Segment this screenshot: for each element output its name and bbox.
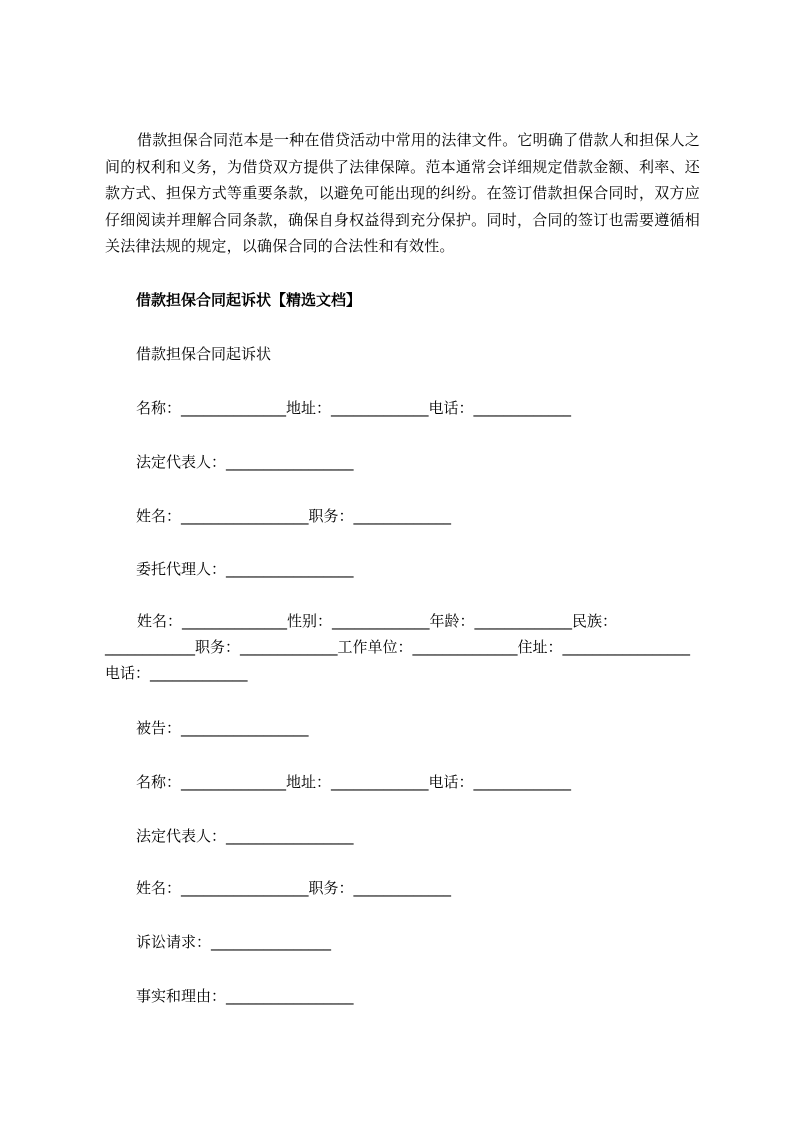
document-title: 借款担保合同起诉状【精选文档】 <box>136 291 362 309</box>
defendant-person-title: 姓名：_________________职务：_____________ <box>136 879 452 897</box>
plaintiff-legal-representative: 法定代表人：_________________ <box>136 453 354 471</box>
litigation-claims: 诉讼请求：________________ <box>136 933 332 951</box>
defendant-label: 被告：_________________ <box>136 719 309 737</box>
agent-details: 姓名：______________性别：_____________年龄：_____________民族：____________职务：_____________工作单位：______________住址：_________________电话：_____________ <box>105 612 691 682</box>
complaint-subtitle: 借款担保合同起诉状 <box>136 345 272 363</box>
plaintiff-person-title: 姓名：_________________职务：_____________ <box>136 507 452 525</box>
facts-and-reasons: 事实和理由：_________________ <box>136 987 354 1005</box>
defendant-legal-representative: 法定代表人：_________________ <box>136 827 354 845</box>
defendant-name-address-phone: 名称：______________地址：_____________电话：_____________ <box>136 773 572 791</box>
plaintiff-agent: 委托代理人：_________________ <box>136 560 354 578</box>
plaintiff-name-address-phone: 名称：______________地址：_____________电话：_____________ <box>136 399 572 417</box>
intro-paragraph: 借款担保合同范本是一种在借贷活动中常用的法律文件。它明确了借款人和担保人之间的权利和义务，为借贷双方提供了法律保障。范本通常会详细规定借款金额、利率、还款方式、担保方式等重要条款，以避免可能出现的纠纷。在签订借款担保合同时，双方应仔细阅读并理解合同条款，确保自身权益得到充分保护。同时，合同的签订也需要遵循相关法律法规的规定，以确保合同的合法性和有效性。 <box>105 131 700 255</box>
